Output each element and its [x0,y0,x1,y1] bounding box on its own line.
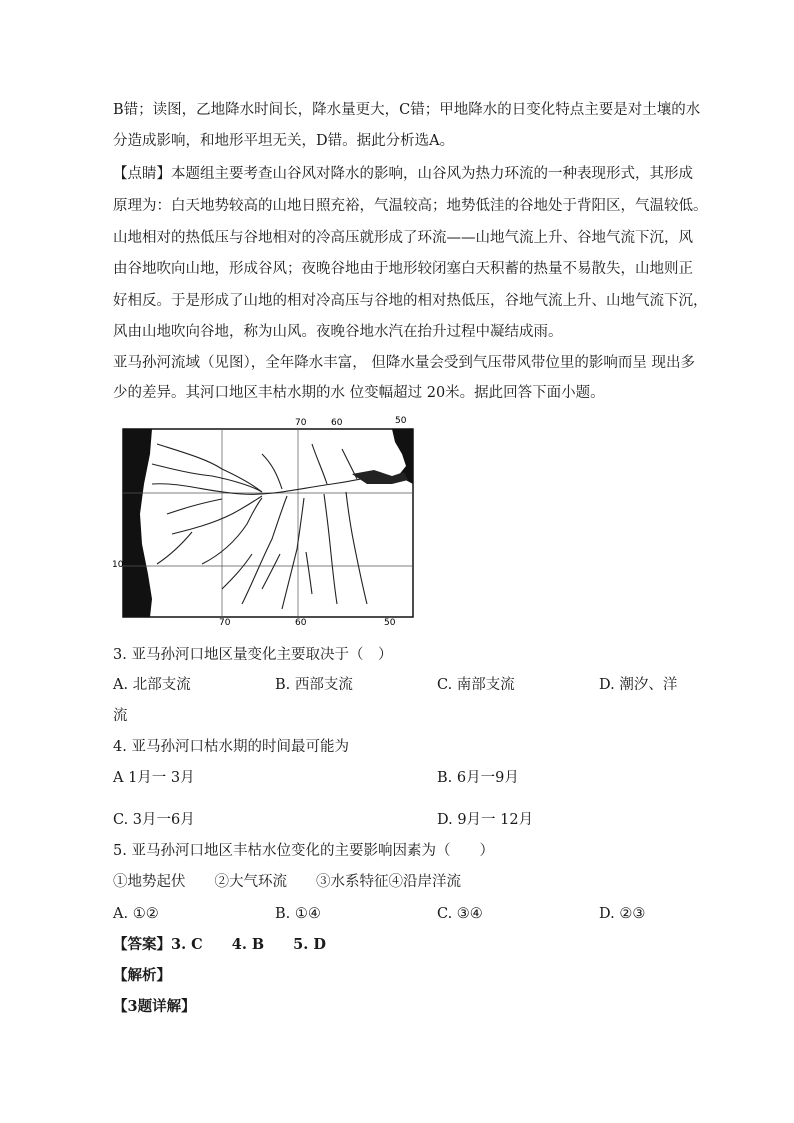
amazon-basin-map [112,414,420,626]
question-5-stem: 5. 亚马孙河口地区丰枯水位变化的主要影响因素为（ ） [113,843,494,859]
q4-option-a: A 1月一 3月 [113,770,195,786]
map-label-bottom-70: 70 [219,618,231,626]
q4-option-d: D. 9月一 12月 [437,812,534,828]
paragraph-line: 分造成影响，和地形平坦无关，D错。据此分析选A。 [113,133,455,149]
paragraph-line: 由谷地吹向山地，形成谷风；夜晚谷地由于地形较闭塞白天积蓄的热量不易散失，山地则正 [113,261,693,277]
q5-option-a: A. ①② [113,906,159,922]
analysis-heading: 【解析】 [113,967,171,984]
q3-option-a: A. 北部支流 [113,677,191,693]
paragraph-line: 【点睛】本题组主要考查山谷风对降水的影响，山谷风为热力环流的一种表现形式，其形成 [113,166,693,182]
q3-option-b: B. 西部支流 [275,677,353,693]
detail-heading: 【3题详解】 [113,998,196,1015]
answer-line: 【答案】3. C 4. B 5. D [113,936,326,953]
question-4-stem: 4. 亚马孙河口枯水期的时间最可能为 [113,739,349,755]
q5-factors: ①地势起伏 ②大气环流 ③水系特征④沿岸洋流 [113,874,461,890]
map-label-top-70: 70 [295,418,307,428]
paragraph-line: 原理为：白天地势较高的山地日照充裕，气温较高；地势低洼的谷地处于背阳区，气温较低。 [113,198,708,214]
paragraph-line: 亚马孙河流域（见图），全年降水丰富， 但降水量会受到气压带风带位里的影响而呈 现出多 [113,355,695,371]
question-3-stem: 3. 亚马孙河口地区量变化主要取决于（ ） [113,647,393,663]
map-label-top-50: 50 [395,416,407,426]
map-frame [123,429,413,617]
map-label-bottom-60: 60 [295,618,307,626]
q5-option-c: C. ③④ [437,906,483,922]
q5-option-b: B. ①④ [275,906,321,922]
map-label-top-60: 60 [331,418,343,428]
paragraph-line: 少的差异。其河口地区丰枯水期的水 位变幅超过 20米。据此回答下面小题。 [113,385,605,401]
map-label-bottom-50: 50 [384,618,396,626]
q4-option-b: B. 6月一9月 [437,770,519,786]
q3-option-d: D. 潮汐、洋 [599,677,678,693]
paragraph-line: 好相反。于是形成了山地的相对冷高压与谷地的相对热低压，谷地气流上升、山地气流下沉， [113,293,708,309]
map-label-left-10: 10 [112,560,124,570]
paragraph-line: B错；读图，乙地降水时间长，降水量更大，C错；甲地降水的日变化特点主要是对土壤的水 [113,102,701,118]
q3-option-c: C. 南部支流 [437,677,515,693]
q5-option-d: D. ②③ [599,906,646,922]
q3-option-d-continued: 流 [113,708,128,724]
paragraph-line: 风由山地吹向谷地，称为山风。夜晚谷地水汽在抬升过程中凝结成雨。 [113,324,563,340]
q4-option-c: C. 3月一6月 [113,812,195,828]
paragraph-line: 山地相对的热低压与谷地相对的冷高压就形成了环流——山地气流上升、谷地气流下沉，风 [113,230,693,246]
